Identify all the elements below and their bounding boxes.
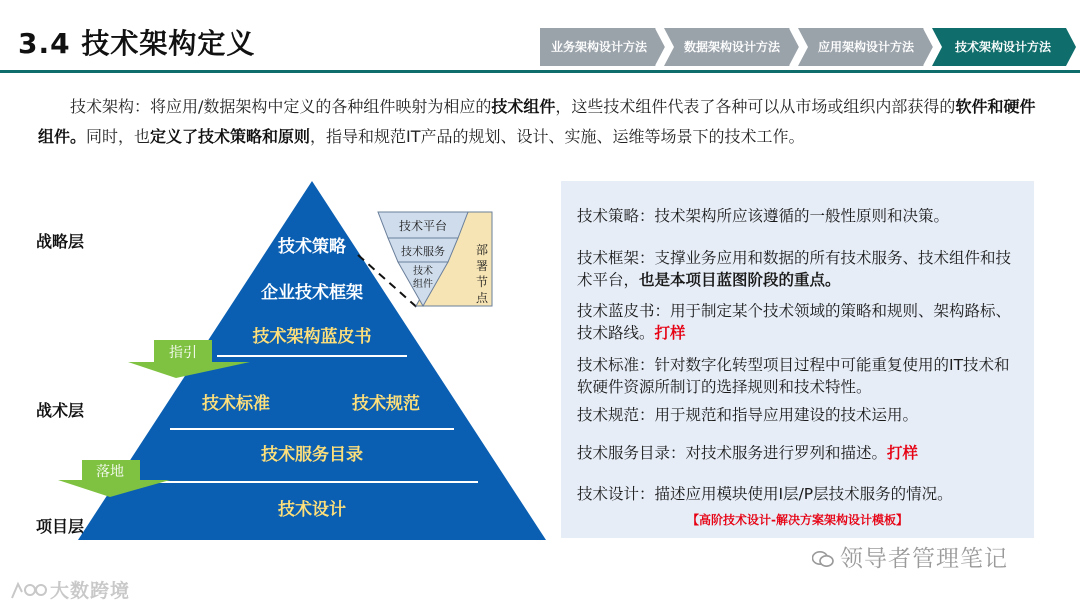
definition-design: 技术设计：描述应用模块使用I层/P层技术服务的情况。 — [577, 485, 953, 503]
breadcrumb-step-1[interactable]: 业务架构设计方法 — [550, 40, 647, 54]
brand-logo-icon — [8, 580, 48, 600]
inset-tech-service: 技术服务 — [401, 245, 445, 258]
pyramid-strategy: 技术策略 — [278, 237, 346, 257]
definition-spec: 技术规范：用于规范和指导应用建设的技术运用。 — [577, 406, 919, 424]
catalog-sample-tag: 打样 — [887, 444, 919, 462]
layer-label-project: 项目层 — [36, 517, 85, 536]
inset-tech-component-1: 技术 — [413, 266, 433, 277]
template-note: 【高阶技术设计-解决方案架构设计模板】 — [687, 513, 908, 527]
intro-bold-2: 软件和硬件组件。 — [38, 97, 1036, 146]
inset-deploy-2: 署 — [475, 259, 489, 273]
definition-strategy: 技术策略：技术架构所应该遵循的一般性原则和决策。 — [577, 207, 950, 225]
landing-arrow-label: 落地 — [96, 464, 124, 480]
page-title: 3.4 技术架构定义 — [18, 27, 256, 60]
definition-bluebook — [577, 300, 1022, 344]
pyramid-design: 技术设计 — [278, 500, 346, 520]
inset-deploy-3: 节 — [475, 275, 489, 289]
inset-tech-component-2: 组件 — [413, 279, 433, 290]
pyramid-catalog: 技术服务目录 — [261, 445, 363, 465]
intro-text-1: 技术架构：将应用/数据架构中定义的各种组件映射为相应的 — [70, 97, 492, 116]
wechat-icon — [812, 548, 834, 566]
watermark-left-text: 大数跨境 — [50, 580, 131, 602]
intro-text-4: ，指导和规范IT产品的规划、设计、实施、运维等场景下的技术工作。 — [310, 127, 805, 146]
intro-bold-1: 技术组件 — [491, 97, 556, 116]
watermark-left — [8, 576, 130, 603]
definition-framework — [577, 247, 1022, 291]
breadcrumb-step-3[interactable]: 应用架构设计方法 — [817, 40, 914, 54]
pyramid-spec: 技术规范 — [352, 394, 420, 414]
definition-framework-text: 技术框架：支撑业务应用和数据的所有技术服务、技术组件和技术平台， — [577, 249, 1012, 289]
definition-catalog-text: 技术服务目录：对技术服务进行罗列和描述。 — [577, 444, 888, 462]
definitions-panel — [561, 181, 1034, 538]
breadcrumb-step-4-active[interactable]: 技术架构设计方法 — [954, 40, 1051, 54]
watermark-right-text: 领导者管理笔记 — [840, 546, 1008, 572]
definition-framework-highlight: 也是本项目蓝图阶段的重点。 — [639, 271, 841, 289]
inset-tech-platform: 技术平台 — [398, 219, 448, 233]
inset-deploy-4: 点 — [475, 291, 489, 305]
pyramid-framework: 企业技术框架 — [261, 283, 363, 303]
definition-standard: 技术标准：针对数字化转型项目过程中可能重复使用的IT技术和软硬件资源所制订的选择规则和技术特性。 — [577, 356, 1010, 396]
layer-label-tactical: 战术层 — [36, 401, 85, 420]
layer-label-strategic: 战略层 — [36, 232, 85, 251]
bluebook-sample-tag: 打样 — [654, 324, 686, 342]
breadcrumb-step-2[interactable]: 数据架构设计方法 — [683, 40, 780, 54]
intro-text-2: ，这些技术组件代表了各种可以从市场或组织内部获得的 — [555, 97, 956, 116]
intro-text-3: 同时，也 — [86, 127, 151, 146]
watermark-right — [812, 540, 1008, 573]
intro-bold-3: 定义了技术策略和原则 — [150, 127, 311, 146]
pyramid-bluebook: 技术架构蓝皮书 — [252, 327, 372, 347]
definition-catalog — [577, 442, 1022, 464]
inset-deploy-1: 部 — [475, 243, 489, 257]
guide-arrow-label: 指引 — [169, 345, 197, 361]
pyramid-standard: 技术标准 — [202, 394, 270, 414]
definition-bluebook-text: 技术蓝皮书：用于制定某个技术领域的策略和规则、架构路标、技术路线。 — [577, 302, 1012, 342]
